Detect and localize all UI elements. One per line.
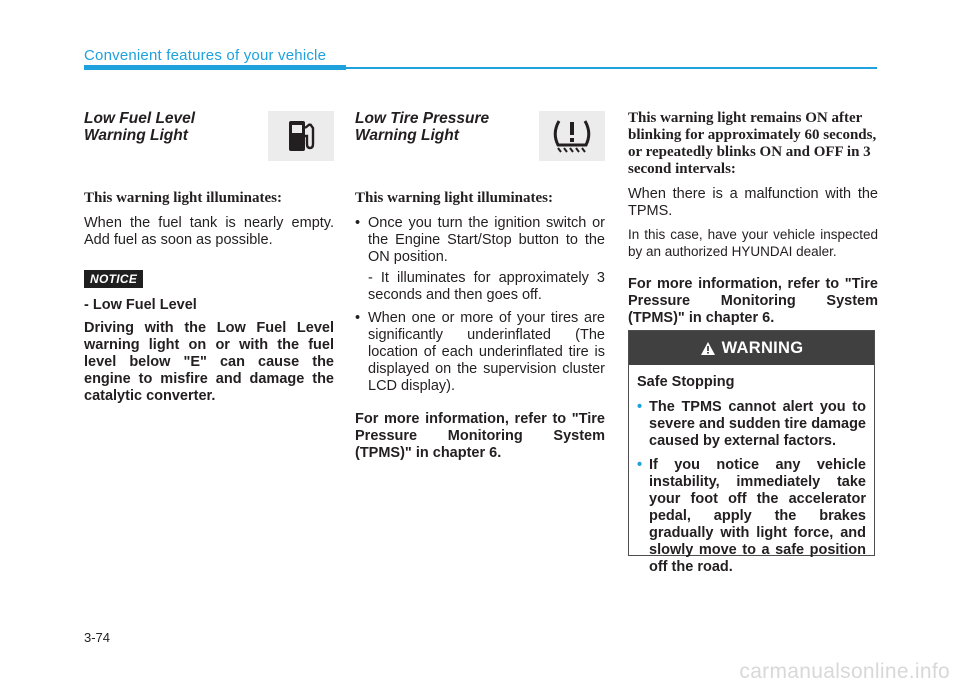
list-item: • When one or more of your tires are significantly underinflated (The location of each underinflated tire is displayed on the supervision cluster LCD display).	[355, 310, 605, 395]
list-item: • Once you turn the ignition switch or the Engine Start/Stop button to the ON position. - It illuminates for approximately 3 seconds and then goes off.	[355, 215, 605, 304]
notice-text: Driving with the Low Fuel Level warning light on or with the fuel level below "E" can cause the engine to misfire and damage the catalytic converter.	[84, 320, 334, 404]
warning-box	[628, 330, 875, 575]
column-low-tire	[355, 110, 605, 462]
notice-title: - Low Fuel Level	[84, 297, 197, 313]
warning-triangle-icon	[700, 341, 716, 356]
warning-header	[629, 331, 874, 365]
low-fuel-subheading: This warning light illuminates:	[84, 190, 282, 206]
warning-title: Safe Stopping	[637, 374, 735, 390]
section-title: Convenient features of your vehicle	[84, 47, 327, 64]
watermark: carmanualsonline.info	[739, 660, 950, 683]
sub-item: - It illuminates for approximately 3 seconds and then goes off.	[368, 270, 605, 303]
warning-label: WARNING	[721, 338, 804, 357]
list-item: • If you notice any vehicle instability, immediately take your foot off the accelerator pedal, apply the brakes gradually with light force, and slowly move to a safe position off the road.	[637, 457, 866, 576]
tpms-blink-body2: In this case, have your vehicle inspected by an authorized HYUNDAI dealer.	[628, 227, 878, 259]
list-item: • The TPMS cannot alert you to severe and sudden tire damage caused by external factors.	[637, 399, 866, 450]
header-rule-thin	[346, 67, 877, 69]
tpms-blink-more-info: For more information, refer to "Tire Pressure Monitoring System (TPMS)" in chapter 6.	[628, 276, 878, 326]
column-tpms-blink	[628, 110, 878, 327]
tpms-blink-subheading: This warning light remains ON after blinking for approximately 60 seconds, or repeatedly blinks ON and OFF in 3 second intervals:	[628, 110, 877, 177]
tire-pressure-icon	[539, 111, 605, 161]
header-rule-thick	[84, 65, 346, 70]
page-number: 3-74	[84, 630, 111, 645]
low-tire-heading: Low Tire Pressure Warning Light	[355, 110, 490, 144]
low-tire-subheading: This warning light illuminates:	[355, 190, 553, 206]
low-tire-more-info: For more information, refer to "Tire Pressure Monitoring System (TPMS)" in chapter 6.	[355, 411, 605, 461]
low-fuel-heading: Low Fuel Level Warning Light	[84, 110, 196, 144]
tpms-blink-body1: When there is a malfunction with the TPMS.	[628, 186, 878, 219]
fuel-pump-icon	[268, 111, 334, 161]
notice-badge: NOTICE	[84, 270, 143, 288]
low-fuel-body: When the fuel tank is nearly empty. Add fuel as soon as possible.	[84, 215, 334, 248]
